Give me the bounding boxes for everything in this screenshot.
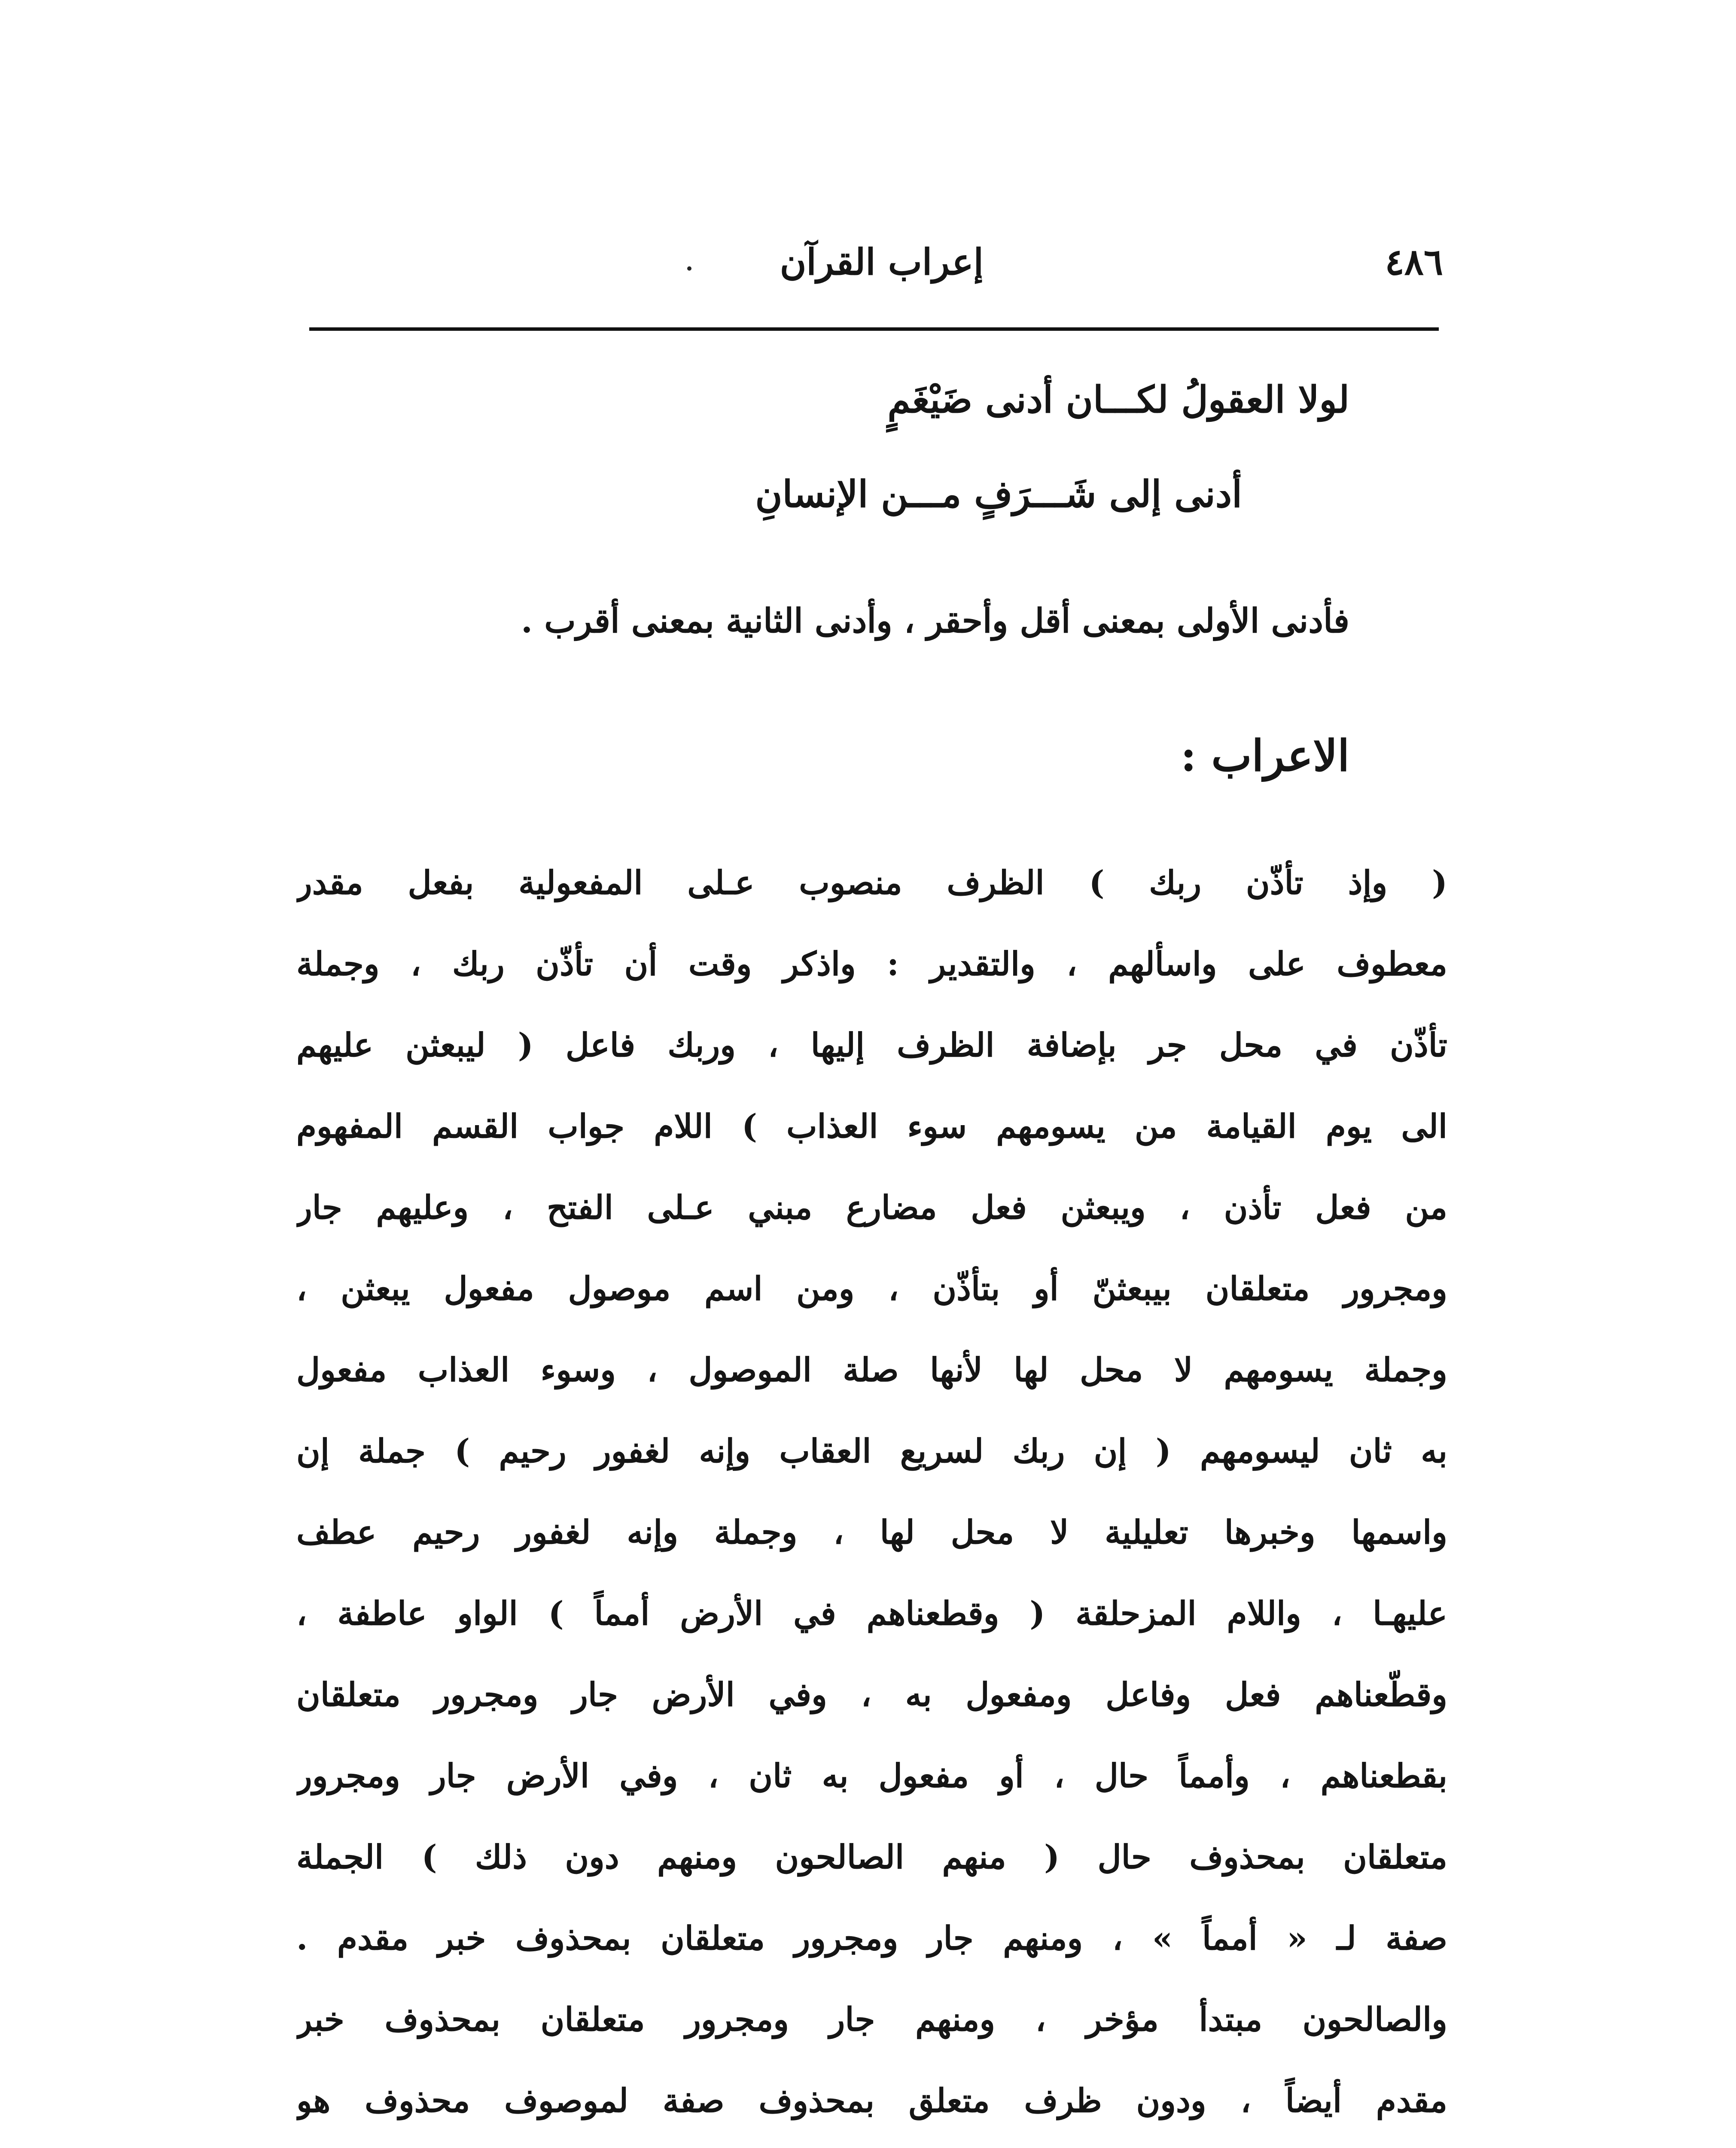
- body-line: عليهـا ، واللام المزحلقة ( وقطعناهم في الأرض أمماً ) الواو عاطفة ،: [296, 1594, 1447, 1632]
- body-line: تأذّن في محل جر بإضافة الظرف إليها ، وربك فاعل ( ليبعثن عليهم: [296, 1026, 1447, 1064]
- body-line: [296, 2141, 1447, 2148]
- verse-line-1: لولا العقولُ لكـــان أدنى ضَيْغَمٍ: [887, 378, 1349, 421]
- running-title: إعراب القرآن: [780, 241, 984, 283]
- body-line: مقدم أيضاً ، ودون ظرف متعلق بمحذوف صفة لموصوف محذوف هو: [296, 2081, 1447, 2120]
- body-line: ومجرور متعلقان بيبعثنّ أو بتأذّن ، ومن اسم موصول مفعول يبعثن ،: [296, 1269, 1447, 1308]
- body-line: بقطعناهم ، وأمماً حال ، أو مفعول به ثان ، وفي الأرض جار ومجرور: [296, 1757, 1447, 1795]
- section-heading: الاعراب :: [1180, 730, 1349, 781]
- body-line: وجملة يسومهم لا محل لها لأنها صلة الموصول ، وسوء العذاب مفعول: [296, 1351, 1447, 1389]
- body-line: والصالحون مبتدأ مؤخر ، ومنهم جار ومجرور متعلقان بمحذوف خبر: [296, 2000, 1447, 2038]
- page-number: ٤٨٦: [1385, 241, 1443, 283]
- body-line: وقطّعناهم فعل وفاعل ومفعول به ، وفي الأرض جار ومجرور متعلقان: [296, 1675, 1447, 1714]
- body-line: صفة لـ « أمماً » ، ومنهم جار ومجرور متعلقان بمحذوف خبر مقدم .: [296, 1919, 1447, 1957]
- verse-explanation: فأدنى الأولى بمعنى أقل وأحقر ، وأدنى الثانية بمعنى أقرب .: [521, 601, 1349, 641]
- page-header: [309, 241, 1443, 305]
- body-line: من فعل تأذن ، ويبعثن فعل مضارع مبني عـلى الفتح ، وعليهم جار: [296, 1188, 1447, 1227]
- body-line: معطوف على واسألهم ، والتقدير : واذكر وقت أن تأذّن ربك ، وجملة: [296, 945, 1447, 983]
- body-paragraph: [296, 842, 1447, 2148]
- verse-line-2: أدنى إلى شَـــرَفٍ مـــن الإنسانِ: [755, 473, 1242, 516]
- header-dot: [687, 266, 691, 271]
- header-rule: [309, 327, 1439, 331]
- body-line: به ثان ليسومهم ( إن ربك لسريع العقاب وإنه لغفور رحيم ) جملة إن: [296, 1432, 1447, 1470]
- body-line: ( وإذ تأذّن ربك ) الظرف منصوب عـلى المفعولية بفعل مقدر: [296, 863, 1447, 902]
- body-line: الى يوم القيامة من يسومهم سوء العذاب ) اللام جواب القسم المفهوم: [296, 1107, 1447, 1145]
- body-line: واسمها وخبرها تعليلية لا محل لها ، وجملة وإنه لغفور رحيم عطف: [296, 1513, 1447, 1551]
- body-line: متعلقان بمحذوف حال ( منهم الصالحون ومنهم دون ذلك ) الجملة: [296, 1838, 1447, 1876]
